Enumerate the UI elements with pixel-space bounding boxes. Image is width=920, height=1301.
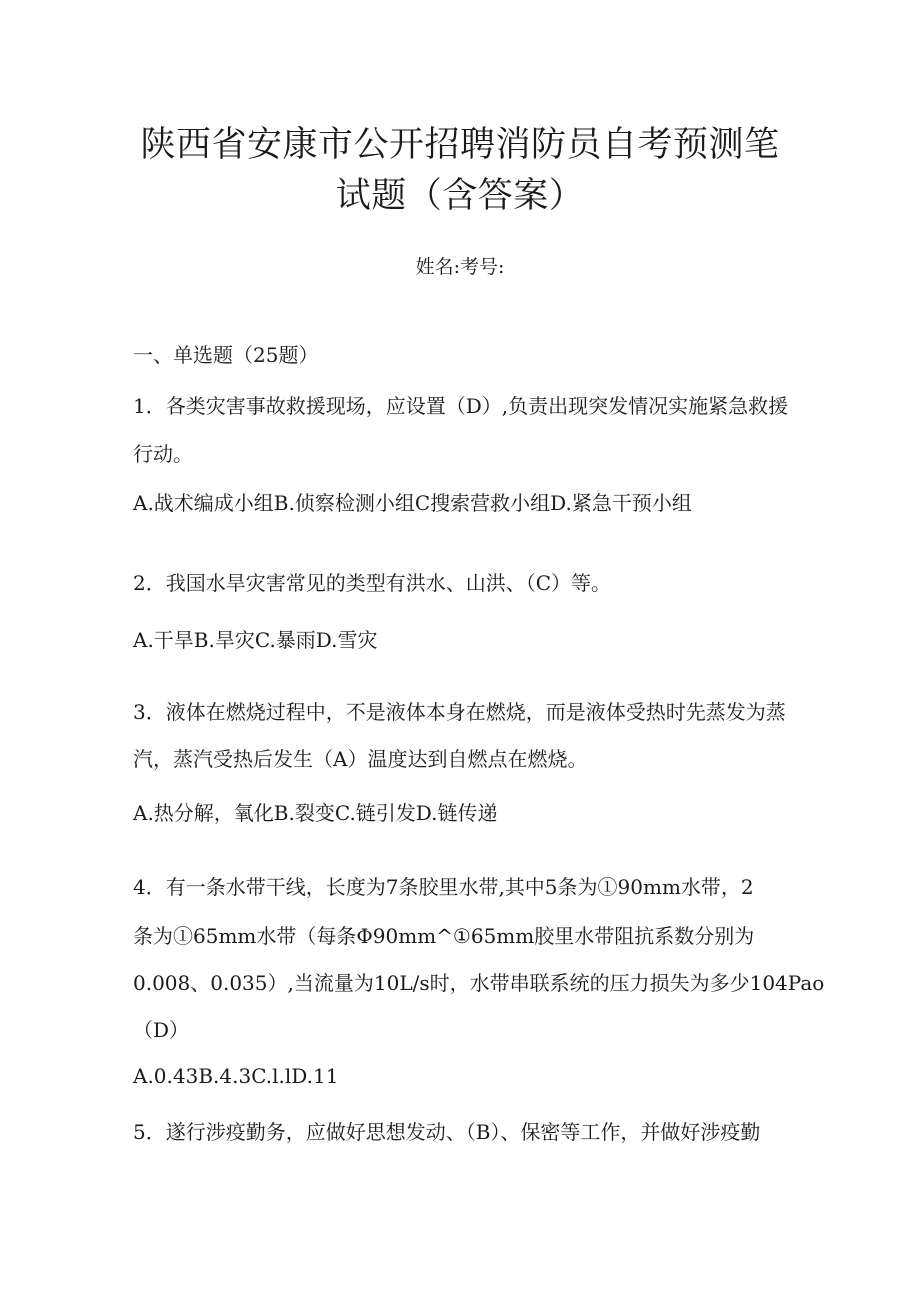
question-2-options: A.干旱B.旱灾C.暴雨D.雪灾 [133,628,378,652]
question-4-line-3: 0.008、0.035）,当流量为10L∕s时，水带串联系统的压力损失为多少104Paο [133,971,825,995]
question-4-line-1: 4．有一条水带干线，长度为7条胶里水带,其中5条为①90mm水带，2 [133,875,754,899]
question-1-line-2: 行动。 [133,442,193,466]
name-exam-number-field: 姓名:考号: [415,256,505,278]
question-4-line-2: 条为①65mm水带（每条Φ90mm^①65mm胶里水带阻抗系数分别为 [133,924,755,948]
question-1-options: A.战术编成小组B.侦察检测小组C搜索营救小组D.紧急干预小组 [133,491,692,515]
question-3-line-2: 汽，蒸汽受热后发生（A）温度达到自燃点在燃烧。 [133,747,588,771]
question-5-line-1: 5．遂行涉疫勤务，应做好思想发动、（B）、保密等工作，并做好涉疫勤 [133,1120,761,1144]
question-2-line-1: 2．我国水旱灾害常见的类型有洪水、山洪、（C）等。 [133,571,612,595]
document-title-line-1: 陕西省安康市公开招聘消防员自考预测笔 [140,125,780,165]
question-4-options: A.0.43B.4.3C.l.lD.11 [133,1064,339,1088]
question-3-line-1: 3．液体在燃烧过程中，不是液体本身在燃烧，而是液体受热时先蒸发为蒸 [133,700,786,724]
question-4-line-4: （D） [133,1018,190,1042]
question-3-options: A.热分解，氧化B.裂变C.链引发D.链传递 [133,801,498,825]
question-1-line-1: 1．各类灾害事故救援现场，应设置（D）,负责出现突发情况实施紧急救援 [133,394,789,418]
section-heading: 一、单选题（25题） [133,343,319,367]
document-title-line-2: 试题（含答案） [335,176,585,216]
